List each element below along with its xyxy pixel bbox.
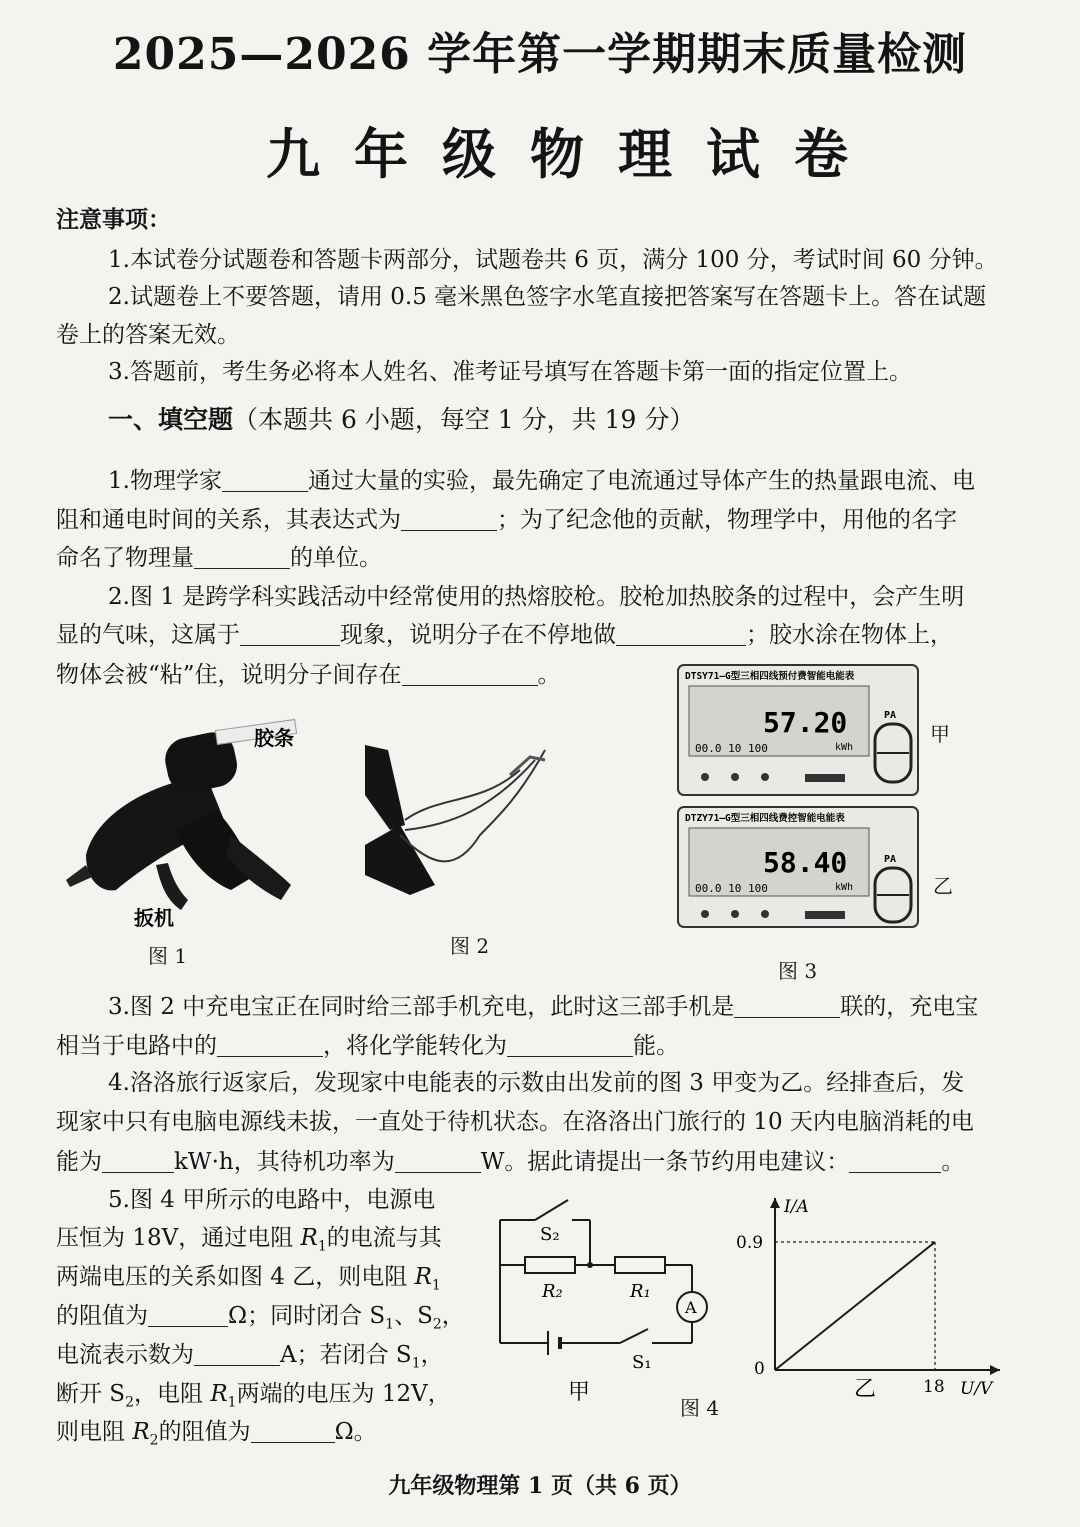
switch-s1-label: S₁ bbox=[632, 1352, 652, 1373]
meter-a-tag: 甲 bbox=[930, 722, 950, 746]
q1-line3: 命名了物理量 的单位。 bbox=[56, 545, 382, 571]
q1-line2: 阻和通电时间的关系，其表达式为 ；为了纪念他的贡献，物理学中，用他的名字 bbox=[56, 507, 957, 533]
r2-label: R₂ bbox=[542, 1281, 563, 1302]
q3-line1: 3.图 2 中充电宝正在同时给三部手机充电，此时这三部手机是 联的，充电宝 bbox=[108, 994, 979, 1020]
resistor-r1 bbox=[615, 1257, 665, 1273]
q3-blank-2[interactable] bbox=[217, 1034, 323, 1057]
switch-s2-label: S₂ bbox=[540, 1224, 560, 1245]
q4-blank-3[interactable] bbox=[849, 1150, 941, 1173]
iu-graph bbox=[730, 1190, 1010, 1420]
meter-a bbox=[678, 665, 918, 795]
x-tick-label: 18 bbox=[923, 1377, 945, 1397]
power-bank-figure bbox=[360, 735, 560, 900]
note-2-cont: 卷上的答案无效。 bbox=[56, 322, 240, 348]
q4-line1: 4.洛洛旅行返家后，发现家中电能表的示数由出发前的图 3 甲变为乙。经排查后，发 bbox=[108, 1070, 965, 1096]
resistor-r2 bbox=[525, 1257, 575, 1273]
q5-blank-2[interactable] bbox=[194, 1343, 280, 1366]
fig1-label-glue-stick: 胶条 bbox=[254, 726, 294, 750]
section-info: （本题共 6 小题，每空 1 分，共 19 分） bbox=[233, 405, 695, 434]
q5-line1: 5.图 4 甲所示的电路中，电源电 bbox=[108, 1187, 436, 1213]
glue-gun-figure bbox=[56, 715, 326, 945]
q5-line2: 压恒为 18V，通过电阻 $R_1$的电流与其 bbox=[56, 1225, 442, 1255]
q5-line5: 电流表示数为 A；若闭合 $S_1$， bbox=[56, 1342, 444, 1372]
note-2: 2.试题卷上不要答题，请用 0.5 毫米黑色签字水笔直接把答案写在答题卡上。答在试题 bbox=[108, 284, 987, 310]
q2-line2: 显的气味，这属于 现象，说明分子在不停地做 ；胶水涂在物体上， bbox=[56, 622, 953, 648]
exam-title: 2025—2026 学年第一学期期末质量检测 bbox=[112, 29, 968, 80]
meter-a-small: 00.0 10 100 bbox=[695, 742, 768, 755]
q2-blank-1[interactable] bbox=[240, 623, 340, 646]
meter-b bbox=[678, 807, 918, 927]
meter-a-model: DTSY71—G型三相四线预付费智能电能表 bbox=[685, 671, 855, 682]
q1-blank-1[interactable] bbox=[222, 469, 308, 492]
origin-label: 0 bbox=[754, 1359, 765, 1379]
x-axis-label: U/V bbox=[960, 1379, 993, 1399]
page-footer: 九年级物理第 1 页（共 6 页） bbox=[388, 1473, 692, 1499]
meter-b-small: 00.0 10 100 bbox=[695, 882, 768, 895]
q2-line1: 2.图 1 是跨学科实践活动中经常使用的热熔胶枪。胶枪加热胶条的过程中，会产生明 bbox=[108, 584, 965, 610]
fig1-label-trigger: 扳机 bbox=[134, 906, 174, 930]
q4-blank-1[interactable] bbox=[102, 1150, 174, 1173]
notes-heading: 注意事项： bbox=[56, 206, 171, 233]
meter-b-mark: PA bbox=[884, 854, 897, 865]
graph-label: 乙 bbox=[854, 1377, 877, 1402]
ammeter-label: A bbox=[685, 1298, 697, 1317]
q3-line2: 相当于电路中的 ，将化学能转化为 能。 bbox=[56, 1033, 679, 1059]
q5-line3: 两端电压的关系如图 4 乙，则电阻 $R_1$ bbox=[56, 1264, 441, 1294]
q3-blank-1[interactable] bbox=[734, 995, 840, 1018]
circuit-label: 甲 bbox=[568, 1380, 591, 1405]
q2-blank-3[interactable] bbox=[402, 663, 538, 686]
q1-blank-2[interactable] bbox=[401, 508, 497, 531]
fig4-caption: 图 4 bbox=[680, 1396, 720, 1420]
section-title bbox=[108, 405, 694, 435]
subject-title: 九年级物理试卷 bbox=[266, 122, 882, 186]
q2-line3: 物体会被“粘”住，说明分子间存在 。 bbox=[56, 662, 561, 688]
meter-b-unit: kWh bbox=[835, 882, 854, 893]
meter-b-model: DTZY71—G型三相四线费控智能电能表 bbox=[685, 813, 845, 824]
q5-blank-1[interactable] bbox=[148, 1304, 228, 1327]
q5-line6: 断开 $S_2$，电阻 $R_1$两端的电压为 12V， bbox=[56, 1381, 451, 1411]
meter-a-reading: 57.20 bbox=[763, 706, 848, 739]
meter-b-tag: 乙 bbox=[933, 874, 953, 898]
q3-blank-3[interactable] bbox=[507, 1034, 633, 1057]
power-bank-image bbox=[365, 745, 545, 895]
y-axis-label: I/A bbox=[784, 1197, 809, 1217]
meters-figure bbox=[675, 662, 925, 930]
q1-blank-3[interactable] bbox=[194, 546, 290, 569]
r1-series-line bbox=[775, 1242, 935, 1370]
q4-blank-2[interactable] bbox=[395, 1150, 481, 1173]
q4-line3: 能为 kW·h，其待机功率为 W。据此请提出一条节约用电建议： 。 bbox=[56, 1149, 965, 1175]
meter-a-unit: kWh bbox=[835, 742, 854, 753]
q5-blank-3[interactable] bbox=[251, 1420, 335, 1443]
meter-b-reading: 58.40 bbox=[763, 846, 848, 879]
q5-line4: 的阻值为 Ω；同时闭合 $S_1$、$S_2$， bbox=[56, 1303, 465, 1333]
q1-line1: 1.物理学家 通过大量的实验，最先确定了电流通过导体产生的热量跟电流、电 bbox=[108, 468, 975, 494]
note-1: 1.本试卷分试题卷和答题卡两部分，试题卷共 6 页，满分 100 分，考试时间 60 分钟。 bbox=[108, 247, 998, 273]
q4-line2: 现家中只有电脑电源线未拔，一直处于待机状态。在洛洛出门旅行的 10 天内电脑消耗的电 bbox=[56, 1109, 974, 1135]
q5-line7: 则电阻 $R_2$的阻值为 Ω。 bbox=[56, 1419, 377, 1449]
fig1-caption: 图 1 bbox=[148, 944, 188, 968]
q2-blank-2[interactable] bbox=[616, 623, 746, 646]
note-3: 3.答题前，考生务必将本人姓名、准考证号填写在答题卡第一面的指定位置上。 bbox=[108, 359, 912, 385]
circuit-diagram bbox=[490, 1195, 720, 1415]
fig3-caption: 图 3 bbox=[778, 959, 818, 983]
y-tick-label: 0.9 bbox=[736, 1233, 764, 1253]
section-name: 一、填空题 bbox=[108, 405, 234, 434]
fig2-caption: 图 2 bbox=[450, 934, 490, 958]
r1-label: R₁ bbox=[630, 1281, 651, 1302]
meter-a-mark: PA bbox=[884, 710, 897, 721]
